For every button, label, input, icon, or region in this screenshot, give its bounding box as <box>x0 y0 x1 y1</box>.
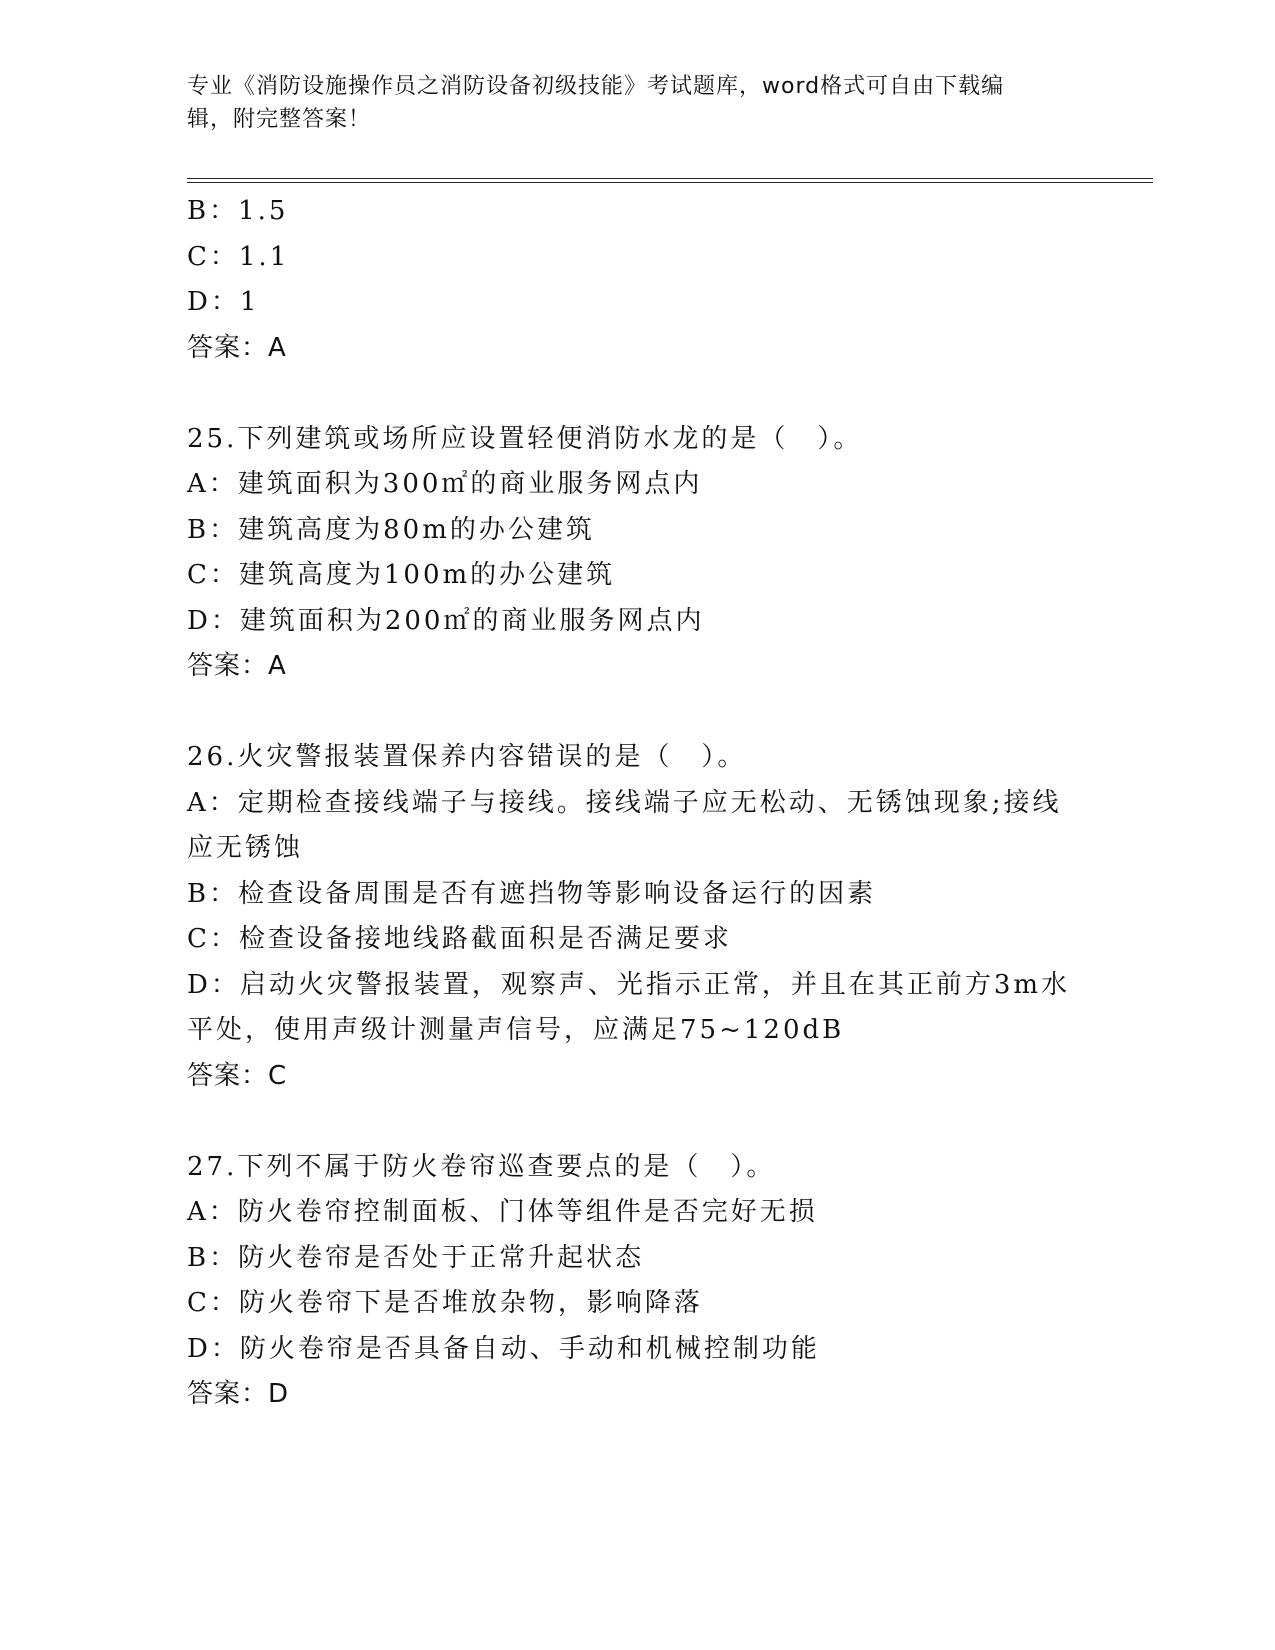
question-25-option-b: B：建筑高度为80m的办公建筑 <box>187 514 595 545</box>
question-27-option-a: A：防火卷帘控制面板、门体等组件是否完好无损 <box>187 1197 818 1227</box>
question-27-option-b: B：防火卷帘是否处于正常升起状态 <box>187 1242 645 1273</box>
prev-option-d: D：1 <box>187 287 260 317</box>
question-26-answer: 答案：C <box>187 1060 288 1091</box>
header-rule-bottom <box>187 182 1153 183</box>
question-content <box>187 189 1087 1418</box>
question-27-title: 27.下列不属于防火卷帘巡查要点的是（ ）。 <box>187 1151 776 1182</box>
question-27-answer: 答案：D <box>187 1379 290 1409</box>
question-26-option-d-line-2: 平处，使用声级计测量声信号，应满足75~120dB <box>187 1015 845 1045</box>
prev-option-c: C：1.1 <box>187 241 290 272</box>
question-25-option-c: C：建筑高度为100m的办公建筑 <box>187 560 616 590</box>
prev-option-b: B：1.5 <box>187 196 289 226</box>
spacer <box>187 1099 1087 1145</box>
question-27-option-c: C：防火卷帘下是否堆放杂物，影响降落 <box>187 1288 703 1318</box>
question-26-option-b: B：检查设备周围是否有遮挡物等影响设备运行的因素 <box>187 878 877 909</box>
question-25-option-a: A：建筑面积为300㎡的商业服务网点内 <box>187 469 703 499</box>
question-25-option-d: D：建筑面积为200㎡的商业服务网点内 <box>187 605 705 636</box>
question-25-title: 25.下列建筑或场所应设置轻便消防水龙的是（ ）。 <box>187 423 863 454</box>
document-header <box>187 70 1087 136</box>
question-26-option-a-line-1: A：定期检查接线端子与接线。接线端子应无松动、无锈蚀现象;接线 <box>187 787 1062 818</box>
question-26-title: 26.火灾警报装置保养内容错误的是（ ）。 <box>187 742 747 772</box>
question-25-answer: 答案：A <box>187 651 287 681</box>
spacer <box>187 371 1087 417</box>
prev-answer: 答案：A <box>187 332 287 363</box>
spacer <box>187 690 1087 736</box>
header-line-1: 专业《消防设施操作员之消防设备初级技能》考试题库，word格式可自由下载编 <box>187 74 1005 99</box>
header-line-2: 辑，附完整答案！ <box>187 107 372 132</box>
question-26-option-a-line-2: 应无锈蚀 <box>187 833 304 863</box>
question-26-option-d-line-1: D：启动火灾警报装置，观察声、光指示正常，并且在其正前方3m水 <box>187 969 1071 1000</box>
question-26-option-c: C：检查设备接地线路截面积是否满足要求 <box>187 924 732 954</box>
header-rule-top <box>187 178 1153 179</box>
question-27-option-d: D：防火卷帘是否具备自动、手动和机械控制功能 <box>187 1333 820 1364</box>
